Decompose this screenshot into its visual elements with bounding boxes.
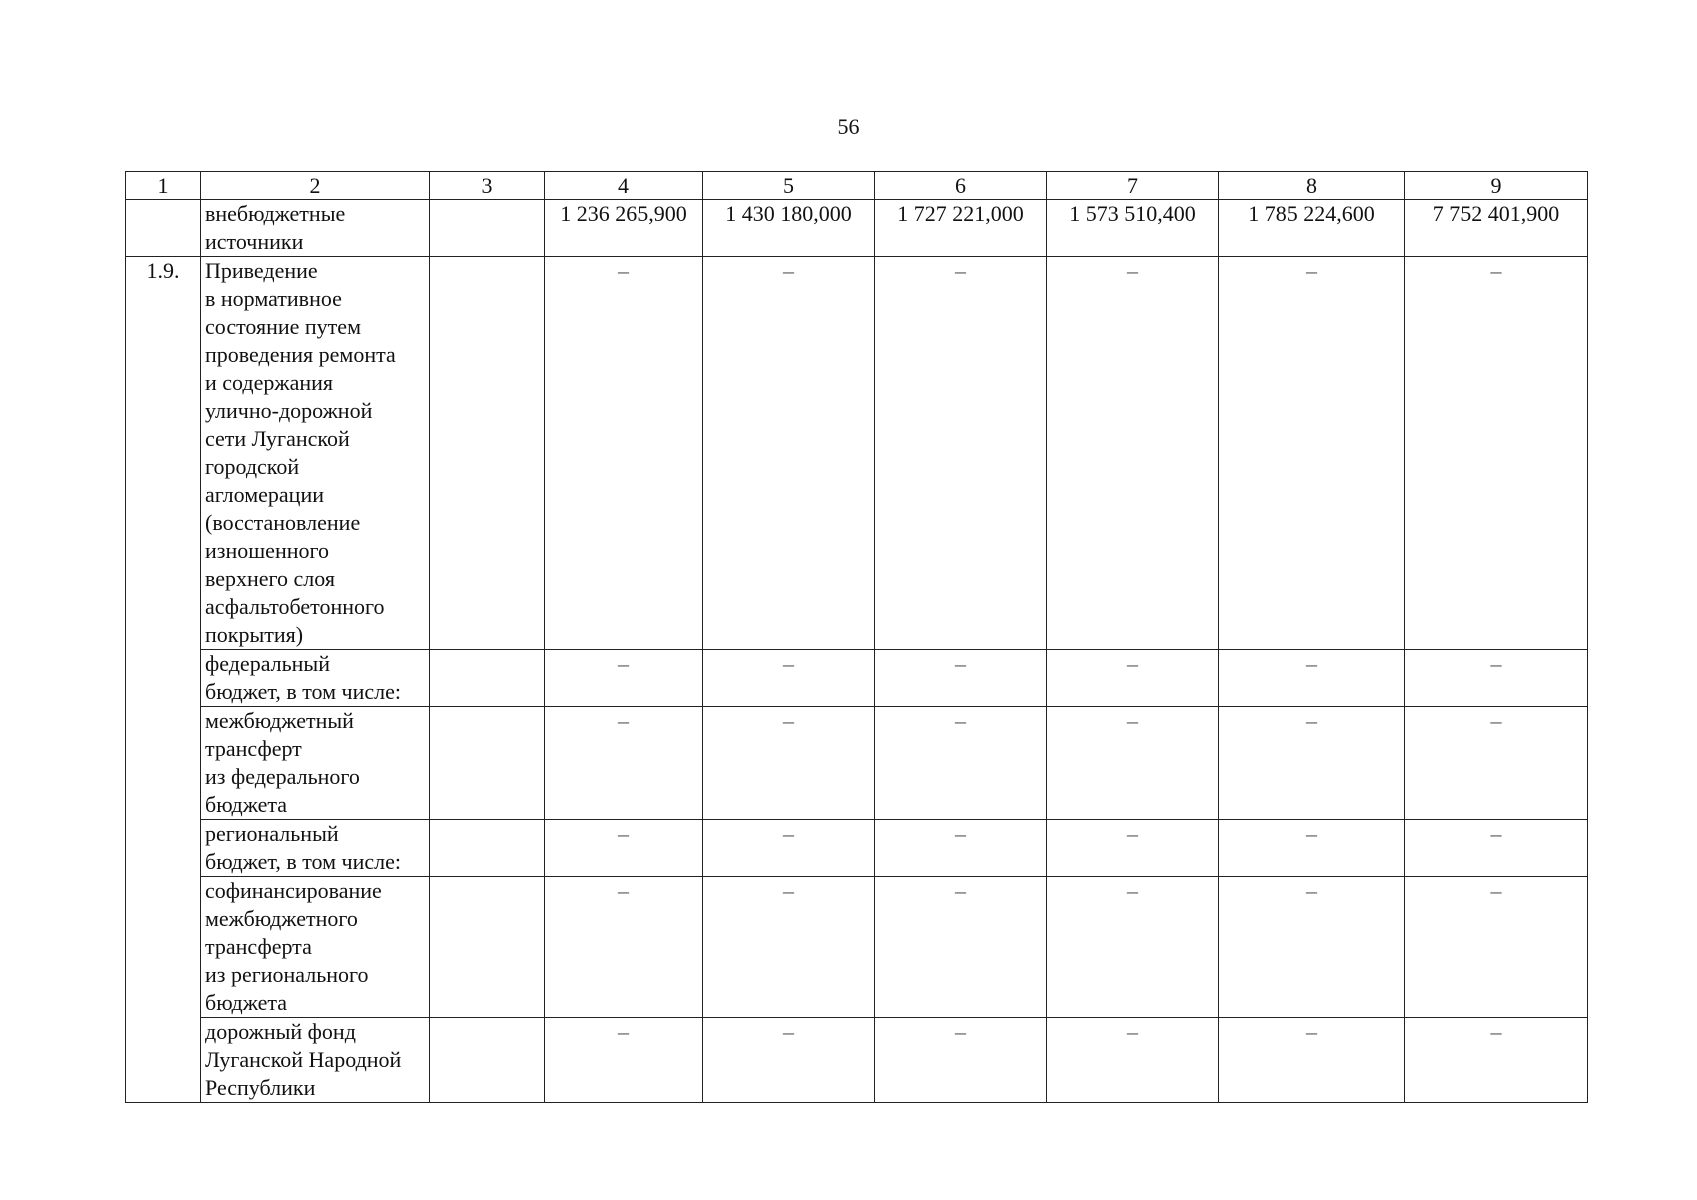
row-value: 1 785 224,600	[1219, 200, 1405, 257]
header-col-5: 5	[703, 172, 875, 200]
row-col3	[430, 707, 545, 820]
row-name	[201, 650, 430, 707]
row-value: –	[545, 257, 703, 650]
row-value: –	[875, 877, 1047, 1018]
row-name-line: дорожный фонд	[205, 1019, 356, 1044]
row-value: –	[1219, 257, 1405, 650]
row-name-line: Республики	[205, 1075, 316, 1100]
row-name-line: Приведение	[205, 258, 318, 283]
header-col-2: 2	[201, 172, 430, 200]
row-name-line: бюджета	[205, 792, 288, 817]
row-name-line: из федерального	[205, 764, 360, 789]
row-value: –	[1219, 650, 1405, 707]
row-value: –	[1047, 257, 1219, 650]
row-value: –	[875, 820, 1047, 877]
row-name-line: покрытия)	[205, 622, 304, 647]
header-col-8: 8	[1219, 172, 1405, 200]
row-name-line: городской	[205, 454, 300, 479]
row-value: 1 236 265,900	[545, 200, 703, 257]
row-name	[201, 1018, 430, 1103]
row-value: –	[545, 650, 703, 707]
row-value: –	[1405, 257, 1588, 650]
row-value: 7 752 401,900	[1405, 200, 1588, 257]
row-value: –	[875, 257, 1047, 650]
row-name-line: источники	[205, 229, 304, 254]
row-value: –	[1405, 877, 1588, 1018]
table-row	[126, 257, 1588, 650]
row-name-line: межбюджетного	[205, 906, 358, 931]
row-name-line: проведения ремонта	[205, 342, 396, 367]
row-value: –	[545, 1018, 703, 1103]
row-value: –	[545, 820, 703, 877]
row-col3	[430, 200, 545, 257]
row-value: –	[703, 257, 875, 650]
header-col-4: 4	[545, 172, 703, 200]
table-row	[126, 820, 1588, 877]
row-value: –	[1405, 707, 1588, 820]
row-value: –	[875, 650, 1047, 707]
row-value: –	[1405, 1018, 1588, 1103]
row-name-line: бюджет, в том числе:	[205, 679, 402, 704]
page-number: 56	[837, 114, 860, 139]
row-name-line: (восстановление	[205, 510, 361, 535]
table-row	[126, 1018, 1588, 1103]
row-value: –	[1047, 820, 1219, 877]
row-name-line: изношенного	[205, 538, 329, 563]
row-value: –	[1047, 1018, 1219, 1103]
header-col-9: 9	[1405, 172, 1588, 200]
header-col-7: 7	[1047, 172, 1219, 200]
row-name-line: межбюджетный	[205, 708, 354, 733]
table-row	[126, 200, 1588, 257]
row-col3	[430, 1018, 545, 1103]
row-name-line: внебюджетные	[205, 201, 346, 226]
header-col-3: 3	[430, 172, 545, 200]
row-col3	[430, 877, 545, 1018]
table-row	[126, 877, 1588, 1018]
row-value: –	[875, 707, 1047, 820]
row-name-line: региональный	[205, 821, 339, 846]
row-value: –	[703, 1018, 875, 1103]
header-col-6: 6	[875, 172, 1047, 200]
row-name-line: бюджета	[205, 990, 288, 1015]
row-name-line: трансферта	[205, 934, 312, 959]
row-name-line: состояние путем	[205, 314, 361, 339]
row-value: –	[545, 877, 703, 1018]
row-name-line: федеральный	[205, 651, 330, 676]
row-name-line: агломерации	[205, 482, 325, 507]
row-value: –	[1219, 877, 1405, 1018]
row-col3	[430, 257, 545, 650]
row-value: –	[1405, 650, 1588, 707]
row-name-line: верхнего слоя	[205, 566, 335, 591]
row-value: –	[1219, 1018, 1405, 1103]
row-number	[126, 200, 201, 257]
row-name-line: сети Луганской	[205, 426, 350, 451]
row-name-line: в нормативное	[205, 286, 342, 311]
row-value: 1 430 180,000	[703, 200, 875, 257]
row-value: –	[875, 1018, 1047, 1103]
row-name	[201, 200, 430, 257]
row-value: 1 727 221,000	[875, 200, 1047, 257]
row-name-line: Луганской Народной	[205, 1047, 402, 1072]
row-value: –	[703, 707, 875, 820]
row-name	[201, 877, 430, 1018]
row-name-line: бюджет, в том числе:	[205, 849, 402, 874]
row-value: –	[1047, 877, 1219, 1018]
row-name-line: улично-дорожной	[205, 398, 373, 423]
row-name-line: софинансирование	[205, 878, 382, 903]
row-name	[201, 257, 430, 650]
row-col3	[430, 820, 545, 877]
table-row	[126, 650, 1588, 707]
row-value: –	[703, 820, 875, 877]
budget-table	[125, 171, 1588, 1103]
row-value: –	[703, 650, 875, 707]
row-value: –	[1219, 707, 1405, 820]
header-col-1: 1	[126, 172, 201, 200]
row-value: –	[545, 707, 703, 820]
row-value: –	[1047, 707, 1219, 820]
row-value: –	[703, 877, 875, 1018]
row-value: 1 573 510,400	[1047, 200, 1219, 257]
row-number: 1.9.	[126, 257, 201, 1103]
table-row	[126, 707, 1588, 820]
row-name-line: из регионального	[205, 962, 369, 987]
row-name	[201, 820, 430, 877]
row-value: –	[1405, 820, 1588, 877]
row-name-line: трансферт	[205, 736, 302, 761]
row-name-line: асфальтобетонного	[205, 594, 385, 619]
row-value: –	[1219, 820, 1405, 877]
table-header-row	[126, 172, 1588, 200]
row-name-line: и содержания	[205, 370, 333, 395]
row-value: –	[1047, 650, 1219, 707]
row-col3	[430, 650, 545, 707]
row-name	[201, 707, 430, 820]
